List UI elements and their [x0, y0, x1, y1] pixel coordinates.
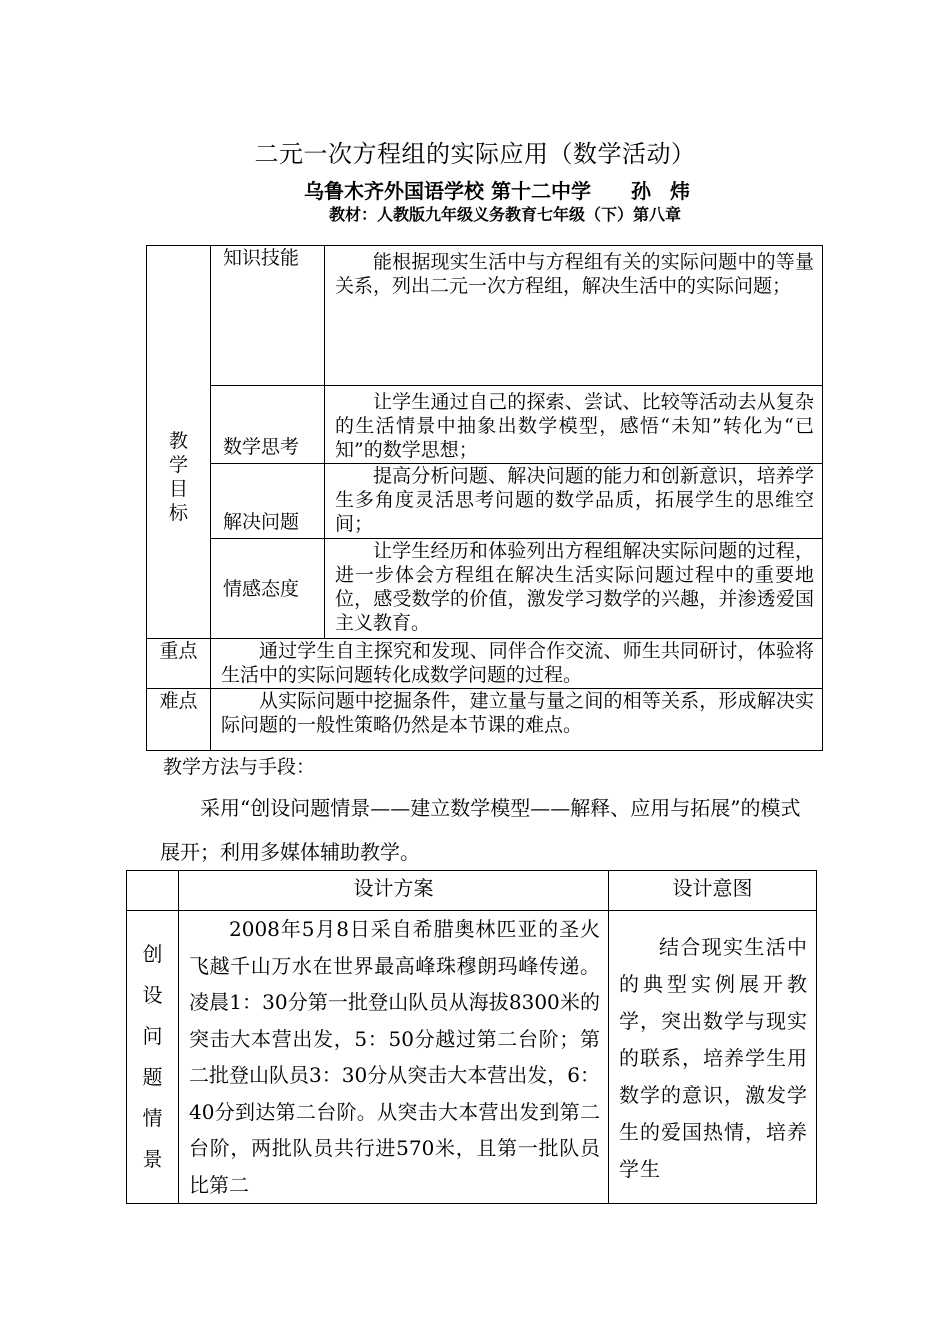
methods-text: 采用“创设问题情景——建立数学模型——解释、应用与拓展”的模式展开；利用多媒体辅助教学。 [160, 796, 801, 864]
plan-cell [179, 911, 609, 1204]
key-point-label-cell [147, 639, 211, 689]
methods-label: 教学方法与手段： [163, 756, 316, 778]
goals-header-cell [147, 246, 211, 639]
goal-text: 让学生经历和体验列出方程组解决实际问题的过程，进一步体会方程组在解决生活实际问题过程中的重要地位，感受数学的价值，激发学习数学的兴趣，并渗透爱国主义教育。 [335, 540, 814, 634]
goal-text: 提高分析问题、解决问题的能力和创新意识，培养学生多角度灵活思考问题的数学品质，拓展学生的思维空间； [335, 465, 814, 535]
author-name: 孙 炜 [631, 179, 696, 203]
page-title: 二元一次方程组的实际应用（数学活动） [254, 140, 696, 168]
stage-char: 创 [142, 942, 163, 966]
difficult-point-label-cell [147, 689, 211, 751]
goal-text-cell [325, 464, 823, 539]
stage-char: 题 [142, 1065, 163, 1089]
design-table [126, 870, 817, 1204]
goal-label-cell [211, 464, 325, 539]
plan-text: 2008年5月8日采自希腊奥林匹亚的圣火飞越千山万水在世界最高峰珠穆朗玛峰传递。凌晨1：30分第一批登山队员从海拔8300米的突击大本营出发，5：50分越过第二台阶；第二批登山队员3：30分从突击大本营出发，6：40分到达第二台阶。从突击大本营出发到第二台阶，两批队员共行进570米，且第一批队员比第二 [189, 917, 600, 1197]
goal-label: 情感态度 [223, 577, 300, 600]
goal-text: 能根据现实生活中与方程组有关的实际问题中的等量关系，列出二元一次方程组，解决生活中的实际问题； [335, 251, 814, 297]
intent-cell [609, 911, 817, 1204]
stage-char: 景 [142, 1147, 163, 1171]
design-plan-header: 设计方案 [179, 871, 609, 911]
stage-cell [127, 911, 179, 1204]
key-point-text: 通过学生自主探究和发现、同伴合作交流、师生共同研讨，体验将生活中的实际问题转化成数学问题的过程。 [221, 640, 814, 686]
teaching-goals-table [146, 245, 823, 751]
design-header-blank [127, 871, 179, 911]
goal-label: 解决问题 [223, 511, 300, 533]
goal-label-cell [211, 386, 325, 464]
difficult-point-text-cell [211, 689, 823, 751]
goal-label-cell [211, 539, 325, 639]
goal-label: 知识技能 [223, 247, 300, 269]
stage-char: 问 [142, 1024, 163, 1048]
goal-text-cell [325, 386, 823, 464]
key-point-label: 重点 [159, 640, 198, 662]
material-line: 教材：人教版九年级义务教育七年级（下）第八章 [328, 205, 681, 224]
goals-header: 教学目标 [169, 430, 189, 524]
key-point-text-cell [211, 639, 823, 689]
goal-label-cell [211, 246, 325, 386]
goal-text: 让学生通过自己的探索、尝试、比较等活动去从复杂的生活情景中抽象出数学模型，感悟“未知”转化为“已知”的数学思想； [335, 391, 814, 461]
stage-char: 情 [142, 1106, 163, 1130]
goal-label: 数学思考 [223, 436, 300, 458]
goal-text-cell [325, 246, 823, 386]
school-author-line [0, 175, 950, 204]
design-intent-header: 设计意图 [609, 871, 817, 911]
stage-char: 设 [142, 983, 163, 1007]
difficult-point-text: 从实际问题中挖掘条件，建立量与量之间的相等关系，形成解决实际问题的一般性策略仍然是本节课的难点。 [221, 690, 814, 736]
school-name: 乌鲁木齐外国语学校 第十二中学 [304, 179, 591, 203]
difficult-point-label: 难点 [159, 690, 198, 712]
intent-text: 结合现实生活中的典型实例展开教学，突出数学与现实的联系，培养学生用数学的意识，激发学生的爱国热情，培养学生 [619, 935, 808, 1181]
goal-text-cell [325, 539, 823, 639]
